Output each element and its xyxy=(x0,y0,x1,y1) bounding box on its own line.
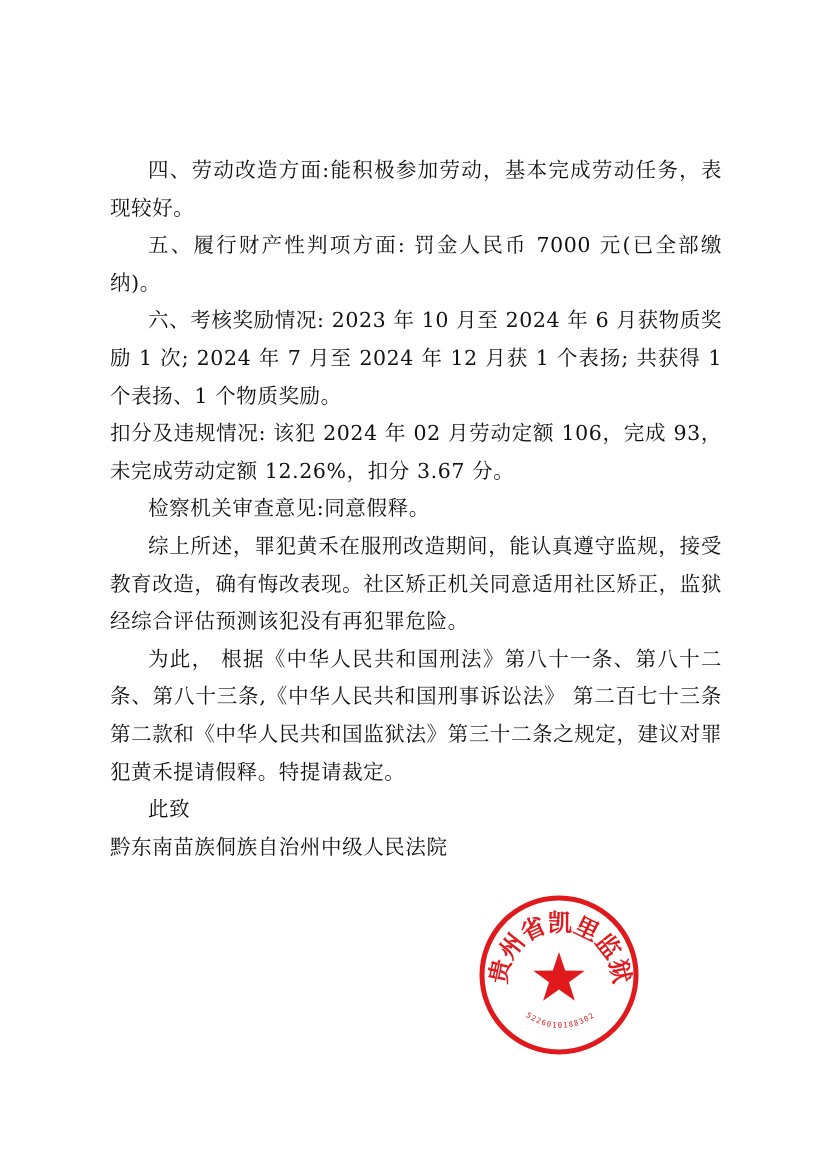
paragraph-labor: 四、劳动改造方面:能积极参加劳动，基本完成劳动任务，表现较好。 xyxy=(110,158,722,220)
seal-number: 5226010188302 xyxy=(524,1010,597,1030)
seal-text: 贵州省凯里监狱 xyxy=(484,909,636,986)
seal-star-icon xyxy=(533,952,584,1001)
paragraph-procuratorate: 检察机关审查意见:同意假释。 xyxy=(148,496,430,521)
salutation: 此致 xyxy=(148,797,191,822)
paragraph-deductions: 扣分及违规情况: 该犯 2024 年 02 月劳动定额 106，完成 93，未完成劳动定额 12.26%，扣分 3.67 分。 xyxy=(110,421,722,483)
document-body xyxy=(110,152,722,866)
addressee: 黔东南苗族侗族自治州中级人民法院 xyxy=(110,834,448,859)
official-seal xyxy=(475,888,640,1060)
paragraph-summary: 综上所述，罪犯黄禾在服刑改造期间，能认真遵守监规，接受教育改造，确有悔改表现。社区矫正机关同意适用社区矫正，监狱经综合评估预测该犯没有再犯罪危险。 xyxy=(110,533,722,634)
paragraph-property: 五、履行财产性判项方面: 罚金人民币 7000 元(已全部缴纳)。 xyxy=(110,233,722,295)
paragraph-rewards: 六、考核奖励情况: 2023 年 10 月至 2024 年 6 月获物质奖励 1 次; 2024 年 7 月至 2024 年 12 月获 1 个表扬; 共获得 1 个表扬、1 个物质奖励。 xyxy=(110,308,722,408)
paragraph-legal-basis: 为此， 根据《中华人民共和国刑法》第八十一条、第八十二条、第八十三条,《中华人民共和国刑事诉讼法》 第二百七十三条第二款和《中华人民共和国监狱法》第三十二条之规定，建议对罪犯黄禾提请假释。特提请裁定。 xyxy=(110,646,722,784)
